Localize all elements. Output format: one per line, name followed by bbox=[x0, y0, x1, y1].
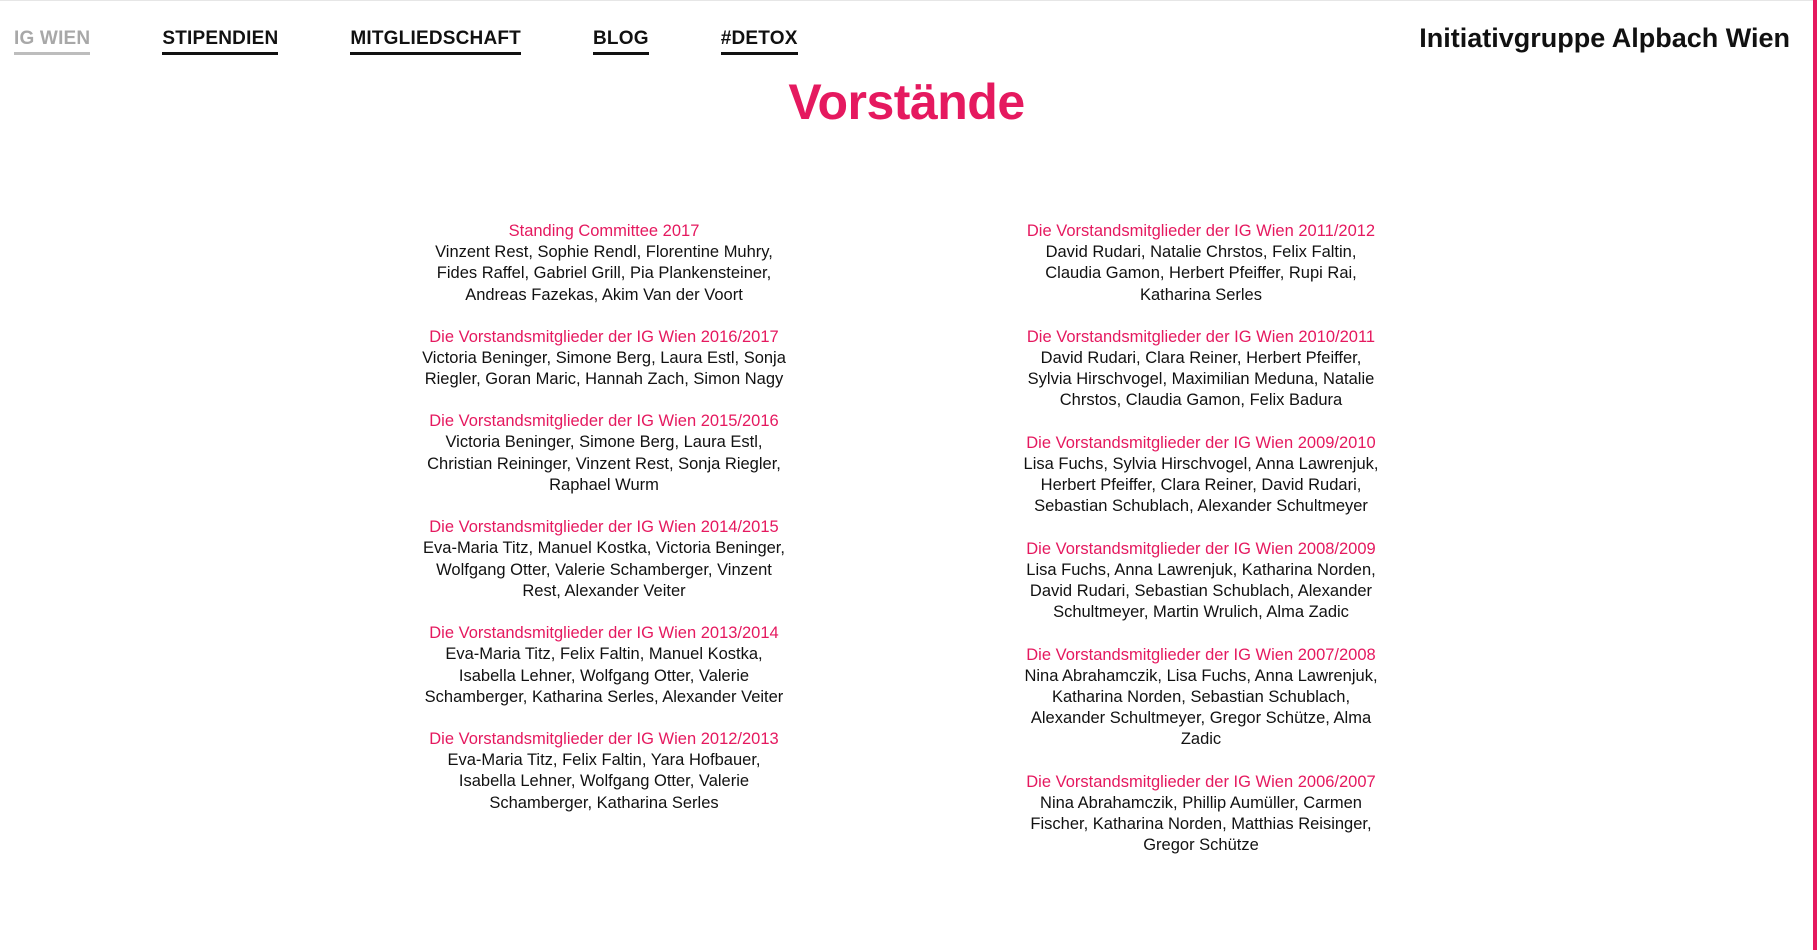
board-members: Lisa Fuchs, Anna Lawrenjuk, Katharina Norden, David Rudari, Sebastian Schublach, Alexander Schultmeyer, Martin Wrulich, Alma Zadic bbox=[1026, 560, 1376, 622]
board-entry bbox=[1001, 539, 1401, 624]
board-entry bbox=[1001, 433, 1401, 518]
board-members: Nina Abrahamczik, Phillip Aumüller, Carmen Fischer, Katharina Norden, Matthias Reisinger, Gregor Schütze bbox=[1030, 793, 1372, 855]
board-members: Eva-Maria Titz, Felix Faltin, Manuel Kostka, Isabella Lehner, Wolfgang Otter, Valerie Schamberger, Katharina Serles, Alexander Veiter bbox=[424, 645, 784, 706]
board-members: Vinzent Rest, Sophie Rendl, Florentine Muhry, Fides Raffel, Gabriel Grill, Pia Plankensteiner, Andreas Fazekas, Akim Van der Voort bbox=[435, 243, 773, 304]
board-entry bbox=[404, 729, 804, 814]
board-column-left bbox=[404, 221, 804, 835]
board-members: Victoria Beninger, Simone Berg, Laura Estl, Christian Reininger, Vinzent Rest, Sonja Riegler, Raphael Wurm bbox=[427, 433, 781, 495]
board-entry bbox=[1001, 772, 1401, 857]
board-heading: Die Vorstandsmitglieder der IG Wien 2010/2011 bbox=[1026, 327, 1376, 346]
board-heading: Die Vorstandsmitglieder der IG Wien 2015/2016 bbox=[429, 412, 779, 431]
site-brand[interactable]: Initiativgruppe Alpbach Wien bbox=[1419, 23, 1790, 53]
board-heading: Die Vorstandsmitglieder der IG Wien 2009/2010 bbox=[1026, 433, 1376, 452]
nav-blog[interactable]: BLOG bbox=[593, 28, 649, 55]
board-entry bbox=[404, 327, 804, 391]
board-heading: Die Vorstandsmitglieder der IG Wien 2006/2007 bbox=[1026, 772, 1376, 791]
board-heading: Die Vorstandsmitglieder der IG Wien 2011/2012 bbox=[1026, 222, 1376, 240]
board-entry bbox=[404, 221, 804, 306]
board-members: David Rudari, Clara Reiner, Herbert Pfeiffer, Sylvia Hirschvogel, Maximilian Meduna, Natalie Chrstos, Claudia Gamon, Felix Badura bbox=[1027, 348, 1375, 410]
nav-detox[interactable]: #DETOX bbox=[721, 28, 798, 55]
board-entry bbox=[404, 517, 804, 602]
nav-stipendien[interactable]: STIPENDIEN bbox=[162, 28, 278, 55]
board-heading: Die Vorstandsmitglieder der IG Wien 2016/2017 bbox=[429, 327, 779, 346]
accent-edge-bar bbox=[1813, 0, 1817, 950]
board-entry bbox=[1001, 221, 1401, 306]
main-nav bbox=[14, 28, 870, 55]
board-members: Victoria Beninger, Simone Berg, Laura Estl, Sonja Riegler, Goran Maric, Hannah Zach, Simon Nagy bbox=[422, 348, 786, 389]
board-members: Lisa Fuchs, Sylvia Hirschvogel, Anna Lawrenjuk, Herbert Pfeiffer, Clara Reiner, David Rudari, Sebastian Schublach, Alexander Schultmeyer bbox=[1023, 454, 1379, 516]
top-divider bbox=[0, 0, 1817, 1]
board-heading: Die Vorstandsmitglieder der IG Wien 2007/2008 bbox=[1026, 645, 1376, 664]
board-members: Nina Abrahamczik, Lisa Fuchs, Anna Lawrenjuk, Katharina Norden, Sebastian Schublach, Alexander Schultmeyer, Gregor Schütze, Alma Zadic bbox=[1024, 666, 1378, 749]
board-column-right bbox=[1001, 221, 1401, 878]
board-heading: Standing Committee 2017 bbox=[508, 222, 700, 240]
board-entry bbox=[1001, 645, 1401, 751]
board-heading: Die Vorstandsmitglieder der IG Wien 2008/2009 bbox=[1026, 539, 1376, 558]
nav-ig-wien[interactable]: IG WIEN bbox=[14, 28, 90, 55]
board-heading: Die Vorstandsmitglieder der IG Wien 2013/2014 bbox=[429, 624, 779, 643]
board-entry bbox=[404, 411, 804, 496]
board-members: Eva-Maria Titz, Felix Faltin, Yara Hofbauer, Isabella Lehner, Wolfgang Otter, Valerie Schamberger, Katharina Serles bbox=[447, 751, 761, 812]
board-entry bbox=[1001, 327, 1401, 412]
board-members: David Rudari, Natalie Chrstos, Felix Faltin, Claudia Gamon, Herbert Pfeiffer, Rupi Rai, Katharina Serles bbox=[1045, 243, 1357, 304]
board-heading: Die Vorstandsmitglieder der IG Wien 2014/2015 bbox=[429, 518, 779, 537]
page-title: Vorstände bbox=[788, 74, 1025, 130]
nav-mitgliedschaft[interactable]: MITGLIEDSCHAFT bbox=[350, 28, 521, 55]
board-members: Eva-Maria Titz, Manuel Kostka, Victoria Beninger, Wolfgang Otter, Valerie Schamberger, Vinzent Rest, Alexander Veiter bbox=[423, 539, 785, 600]
board-heading: Die Vorstandsmitglieder der IG Wien 2012/2013 bbox=[429, 730, 779, 749]
board-entry bbox=[404, 623, 804, 708]
